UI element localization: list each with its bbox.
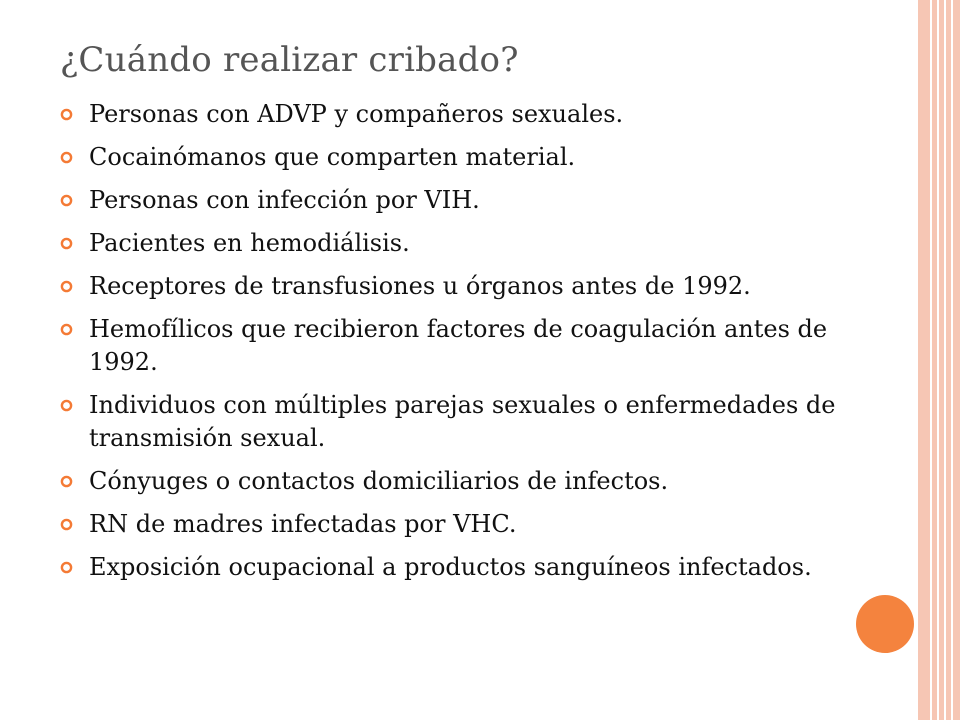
bullet-ring-icon xyxy=(60,399,73,412)
bullet-item xyxy=(60,141,900,174)
bullet-text: Personas con infección por VIH. xyxy=(89,186,480,214)
slide-title: ¿Cuándo realizar cribado? xyxy=(60,40,519,80)
decorative-orange-circle xyxy=(856,595,914,653)
bullet-ring-icon xyxy=(60,561,73,574)
bullet-ring-icon xyxy=(60,475,73,488)
bullet-ring-icon xyxy=(60,237,73,250)
bullet-item xyxy=(60,270,900,303)
bullet-list xyxy=(60,98,900,594)
bullet-ring-icon xyxy=(60,323,73,336)
bullet-ring-icon xyxy=(60,518,73,531)
bullet-text: RN de madres infectadas por VHC. xyxy=(89,510,517,538)
bullet-text: Cónyuges o contactos domiciliarios de infectos. xyxy=(89,467,669,495)
bullet-text: Receptores de transfusiones u órganos antes de 1992. xyxy=(89,272,751,300)
bullet-item xyxy=(60,508,900,541)
bullet-ring-icon xyxy=(60,194,73,207)
bullet-item xyxy=(60,98,900,131)
bullet-item xyxy=(60,227,900,260)
bullet-item xyxy=(60,389,900,455)
bullet-item xyxy=(60,313,900,379)
bullet-ring-icon xyxy=(60,280,73,293)
bullet-ring-icon xyxy=(60,108,73,121)
bullet-text: Cocainómanos que comparten material. xyxy=(89,143,576,171)
bullet-ring-icon xyxy=(60,151,73,164)
bullet-text: Individuos con múltiples parejas sexuales o enfermedades de transmisión sexual. xyxy=(89,391,836,452)
decorative-side-border xyxy=(918,0,960,720)
bullet-text: Pacientes en hemodiálisis. xyxy=(89,229,410,257)
bullet-item xyxy=(60,551,900,584)
bullet-text: Personas con ADVP y compañeros sexuales. xyxy=(89,100,624,128)
bullet-item xyxy=(60,465,900,498)
bullet-item xyxy=(60,184,900,217)
bullet-text: Exposición ocupacional a productos sanguíneos infectados. xyxy=(89,553,812,581)
bullet-text: Hemofílicos que recibieron factores de coagulación antes de 1992. xyxy=(89,315,828,376)
